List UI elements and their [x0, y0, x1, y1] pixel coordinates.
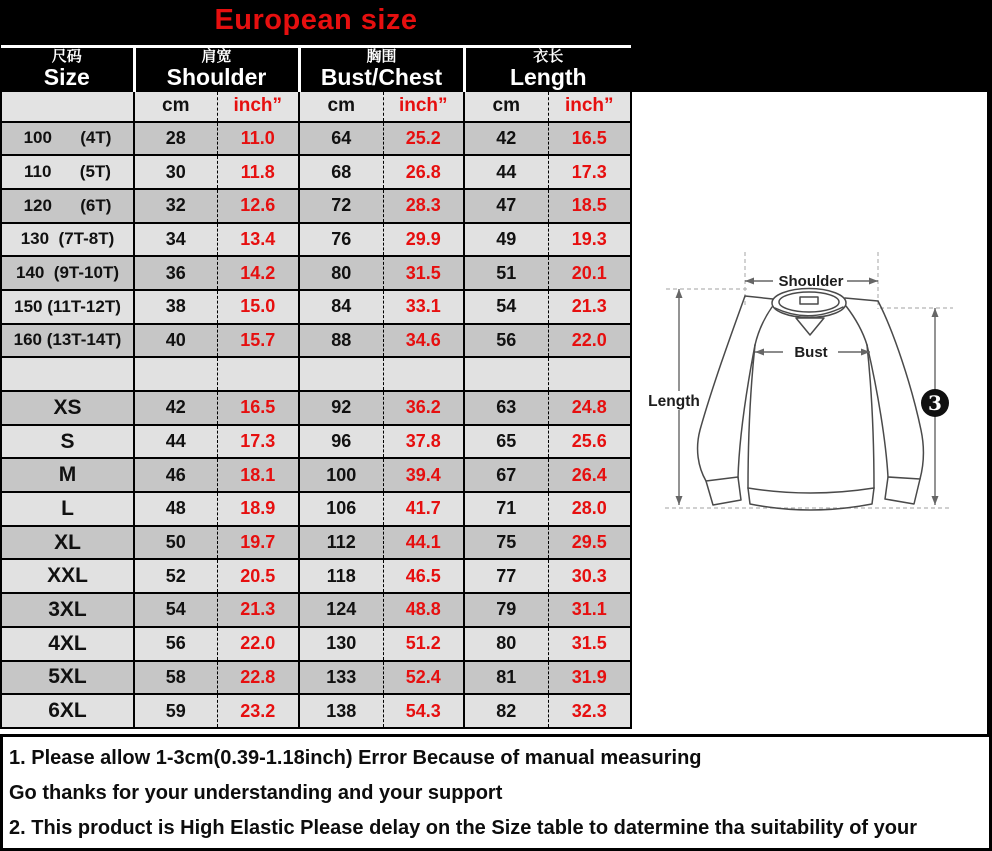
cell-shoulder-inch: 11.0 [217, 122, 299, 156]
footer-note-2: Go thanks for your understanding and your support [9, 781, 503, 804]
cell-size: 6XL [1, 694, 134, 728]
cell-length-inch: 28.0 [548, 492, 631, 526]
column-header-length-en: Length [509, 64, 587, 91]
cell-bust-cm: 92 [299, 391, 383, 425]
cell-shoulder-cm: 59 [134, 694, 217, 728]
sweater-outline [698, 289, 924, 511]
cell-shoulder-cm: 56 [134, 627, 217, 661]
cell-bust-inch: 28.3 [383, 189, 464, 223]
cell-bust-inch: 31.5 [383, 256, 464, 290]
measurement-diagram-panel [632, 92, 992, 734]
cell-shoulder-cm: 38 [134, 290, 217, 324]
cell-length-inch: 18.5 [548, 189, 631, 223]
cell-size: 3XL [1, 593, 134, 627]
units-empty-cell [1, 91, 134, 122]
column-header-bust-cn: 胸围 [366, 48, 397, 66]
cell-size: M [1, 458, 134, 492]
cell-length-inch: 25.6 [548, 425, 631, 459]
cell-length-inch: 29.5 [548, 526, 631, 560]
column-header-size-cn: 尺码 [51, 48, 82, 66]
cell-size: 110 (5T) [1, 155, 134, 189]
cell-size: XXL [1, 559, 134, 593]
cell-shoulder-cm: 50 [134, 526, 217, 560]
cell-bust-inch: 25.2 [383, 122, 464, 156]
cell-length-cm: 54 [464, 290, 548, 324]
cell-length-inch: 30.3 [548, 559, 631, 593]
sweater-diagram [632, 92, 987, 734]
cell-size [1, 357, 134, 391]
column-header-size-en: Size [43, 64, 90, 91]
cell-length-inch: 17.3 [548, 155, 631, 189]
cell-bust-inch: 46.5 [383, 559, 464, 593]
unit-shoulder-cm: cm [134, 91, 217, 122]
cell-length-inch: 31.9 [548, 661, 631, 695]
cell-length-cm: 49 [464, 223, 548, 257]
cell-shoulder-cm: 54 [134, 593, 217, 627]
left-cuff [706, 477, 741, 505]
size-row [1, 256, 631, 290]
size-row [1, 290, 631, 324]
size-table [0, 45, 632, 729]
cell-shoulder-inch [217, 357, 299, 391]
torso-right [867, 345, 874, 488]
size-row [1, 526, 631, 560]
cell-length-inch: 20.1 [548, 256, 631, 290]
cell-bust-cm: 64 [299, 122, 383, 156]
cell-shoulder-cm: 34 [134, 223, 217, 257]
size-row [1, 661, 631, 695]
table-header-row [1, 47, 631, 91]
unit-length-cm: cm [464, 91, 548, 122]
cell-length-cm: 77 [464, 559, 548, 593]
cell-bust-cm: 72 [299, 189, 383, 223]
cell-length-cm: 81 [464, 661, 548, 695]
size-table-body [1, 122, 631, 728]
size-row [1, 189, 631, 223]
cell-shoulder-cm: 48 [134, 492, 217, 526]
cell-bust-cm: 118 [299, 559, 383, 593]
cell-bust-inch: 48.8 [383, 593, 464, 627]
cell-size: 150 (11T-12T) [1, 290, 134, 324]
cell-shoulder-cm: 28 [134, 122, 217, 156]
cell-length-cm: 56 [464, 324, 548, 358]
cell-size: XS [1, 391, 134, 425]
cell-shoulder-inch: 23.2 [217, 694, 299, 728]
unit-bust-cm: cm [299, 91, 383, 122]
collar-v-stitch [796, 318, 824, 335]
cell-bust-inch: 37.8 [383, 425, 464, 459]
cell-size: 120 (6T) [1, 189, 134, 223]
units-row [1, 91, 631, 122]
cell-shoulder-inch: 20.5 [217, 559, 299, 593]
left-sleeve-outer [698, 296, 745, 481]
cell-shoulder-inch: 15.7 [217, 324, 299, 358]
cell-length-cm: 75 [464, 526, 548, 560]
cell-bust-inch: 41.7 [383, 492, 464, 526]
cell-shoulder-cm: 58 [134, 661, 217, 695]
cell-shoulder-cm: 52 [134, 559, 217, 593]
hem-seam [748, 488, 874, 493]
cell-length-cm: 67 [464, 458, 548, 492]
cell-shoulder-cm [134, 357, 217, 391]
column-header-length [464, 47, 631, 91]
cell-size: XL [1, 526, 134, 560]
cell-bust-cm: 138 [299, 694, 383, 728]
bust-arrow-label: Bust [794, 344, 828, 361]
cell-length-cm: 44 [464, 155, 548, 189]
cell-shoulder-cm: 42 [134, 391, 217, 425]
size-row [1, 223, 631, 257]
cell-bust-inch: 54.3 [383, 694, 464, 728]
cell-length-cm: 82 [464, 694, 548, 728]
right-cuff [885, 477, 920, 504]
cell-bust-cm: 124 [299, 593, 383, 627]
cell-length-inch: 26.4 [548, 458, 631, 492]
size-row [1, 391, 631, 425]
cell-shoulder-inch: 22.0 [217, 627, 299, 661]
cell-bust-cm: 80 [299, 256, 383, 290]
cell-length-inch: 31.1 [548, 593, 631, 627]
cell-bust-cm: 106 [299, 492, 383, 526]
cell-shoulder-inch: 15.0 [217, 290, 299, 324]
right-shoulder-line [845, 298, 878, 301]
footer-notes [0, 734, 992, 851]
cell-length-cm: 51 [464, 256, 548, 290]
cell-length-cm: 79 [464, 593, 548, 627]
cell-bust-cm: 133 [299, 661, 383, 695]
cell-length-cm: 42 [464, 122, 548, 156]
size-row [1, 122, 631, 156]
size-row [1, 458, 631, 492]
cell-bust-inch: 29.9 [383, 223, 464, 257]
cell-size: 100 (4T) [1, 122, 134, 156]
footer-note-1: 1. Please allow 1-3cm(0.39-1.18inch) Error Because of manual measuring [9, 746, 702, 769]
cell-size: 4XL [1, 627, 134, 661]
left-armhole-seam [755, 307, 772, 345]
cell-bust-inch: 44.1 [383, 526, 464, 560]
cell-length-inch: 32.3 [548, 694, 631, 728]
size-row [1, 694, 631, 728]
footer-note-3: 2. This product is High Elastic Please delay on the Size table to datermine tha suitability of your [9, 816, 917, 839]
cell-bust-cm: 76 [299, 223, 383, 257]
column-header-shoulder [134, 47, 299, 91]
cell-bust-cm: 88 [299, 324, 383, 358]
cell-bust-cm: 100 [299, 458, 383, 492]
cell-length-inch: 24.8 [548, 391, 631, 425]
size-row [1, 155, 631, 189]
cell-bust-inch: 36.2 [383, 391, 464, 425]
unit-bust-inch: inch” [383, 91, 464, 122]
cell-bust-cm: 130 [299, 627, 383, 661]
right-armhole-seam [846, 306, 867, 345]
collar-label [800, 297, 818, 304]
collar-inner [779, 292, 839, 312]
cell-size: L [1, 492, 134, 526]
size-row [1, 593, 631, 627]
cell-length-cm: 71 [464, 492, 548, 526]
cell-bust-inch: 51.2 [383, 627, 464, 661]
unit-length-inch: inch” [548, 91, 631, 122]
cell-shoulder-cm: 40 [134, 324, 217, 358]
cell-size: 140 (9T-10T) [1, 256, 134, 290]
left-shoulder-line [745, 296, 773, 299]
cell-shoulder-inch: 18.9 [217, 492, 299, 526]
cell-shoulder-inch: 18.1 [217, 458, 299, 492]
cell-shoulder-cm: 46 [134, 458, 217, 492]
cell-length-cm: 65 [464, 425, 548, 459]
right-sleeve-inner [867, 345, 888, 477]
length-arrow-label: Length [648, 393, 700, 410]
measure-arrows [679, 281, 935, 505]
column-header-length-cn: 衣长 [533, 48, 564, 66]
cell-shoulder-inch: 13.4 [217, 223, 299, 257]
cell-shoulder-cm: 30 [134, 155, 217, 189]
cell-shoulder-cm: 36 [134, 256, 217, 290]
cell-size: 5XL [1, 661, 134, 695]
cell-shoulder-inch: 11.8 [217, 155, 299, 189]
cell-size: 160 (13T-14T) [1, 324, 134, 358]
page-title: European size [214, 4, 418, 36]
size-row [1, 324, 631, 358]
size-row [1, 627, 631, 661]
right-sleeve-outer [878, 301, 924, 479]
cell-shoulder-inch: 14.2 [217, 256, 299, 290]
cell-length-inch [548, 357, 631, 391]
column-header-shoulder-cn: 肩宽 [201, 48, 232, 66]
unit-shoulder-inch: inch” [217, 91, 299, 122]
cell-shoulder-inch: 22.8 [217, 661, 299, 695]
cell-length-cm: 63 [464, 391, 548, 425]
cell-bust-inch: 39.4 [383, 458, 464, 492]
size-row [1, 425, 631, 459]
cell-length-inch: 16.5 [548, 122, 631, 156]
cell-length-cm [464, 357, 548, 391]
dashed-guides [665, 252, 953, 508]
cell-size: S [1, 425, 134, 459]
size-row [1, 492, 631, 526]
cell-length-cm: 47 [464, 189, 548, 223]
cell-shoulder-inch: 12.6 [217, 189, 299, 223]
cell-shoulder-inch: 17.3 [217, 425, 299, 459]
shoulder-arrow-label: Shoulder [778, 273, 844, 290]
cell-bust-cm [299, 357, 383, 391]
cell-length-inch: 22.0 [548, 324, 631, 358]
cell-size: 130 (7T-8T) [1, 223, 134, 257]
cell-shoulder-cm: 32 [134, 189, 217, 223]
cell-shoulder-inch: 19.7 [217, 526, 299, 560]
cell-bust-cm: 96 [299, 425, 383, 459]
cell-bust-inch: 52.4 [383, 661, 464, 695]
cell-shoulder-inch: 16.5 [217, 391, 299, 425]
collar-outer [772, 289, 846, 318]
cell-bust-inch: 34.6 [383, 324, 464, 358]
cell-length-inch: 19.3 [548, 223, 631, 257]
column-header-size [1, 47, 134, 91]
cell-bust-cm: 68 [299, 155, 383, 189]
cell-bust-inch: 33.1 [383, 290, 464, 324]
column-header-shoulder-en: Shoulder [166, 64, 267, 91]
sleeve-measure-badge-number: 3 [928, 391, 942, 415]
cell-length-inch: 31.5 [548, 627, 631, 661]
cell-shoulder-inch: 21.3 [217, 593, 299, 627]
cell-length-inch: 21.3 [548, 290, 631, 324]
size-row [1, 559, 631, 593]
size-row [1, 357, 631, 391]
cell-bust-cm: 112 [299, 526, 383, 560]
column-header-bust [299, 47, 464, 91]
cell-length-cm: 80 [464, 627, 548, 661]
column-header-bust-en: Bust/Chest [320, 64, 443, 91]
cell-bust-cm: 84 [299, 290, 383, 324]
cell-bust-inch [383, 357, 464, 391]
cell-bust-inch: 26.8 [383, 155, 464, 189]
cell-shoulder-cm: 44 [134, 425, 217, 459]
